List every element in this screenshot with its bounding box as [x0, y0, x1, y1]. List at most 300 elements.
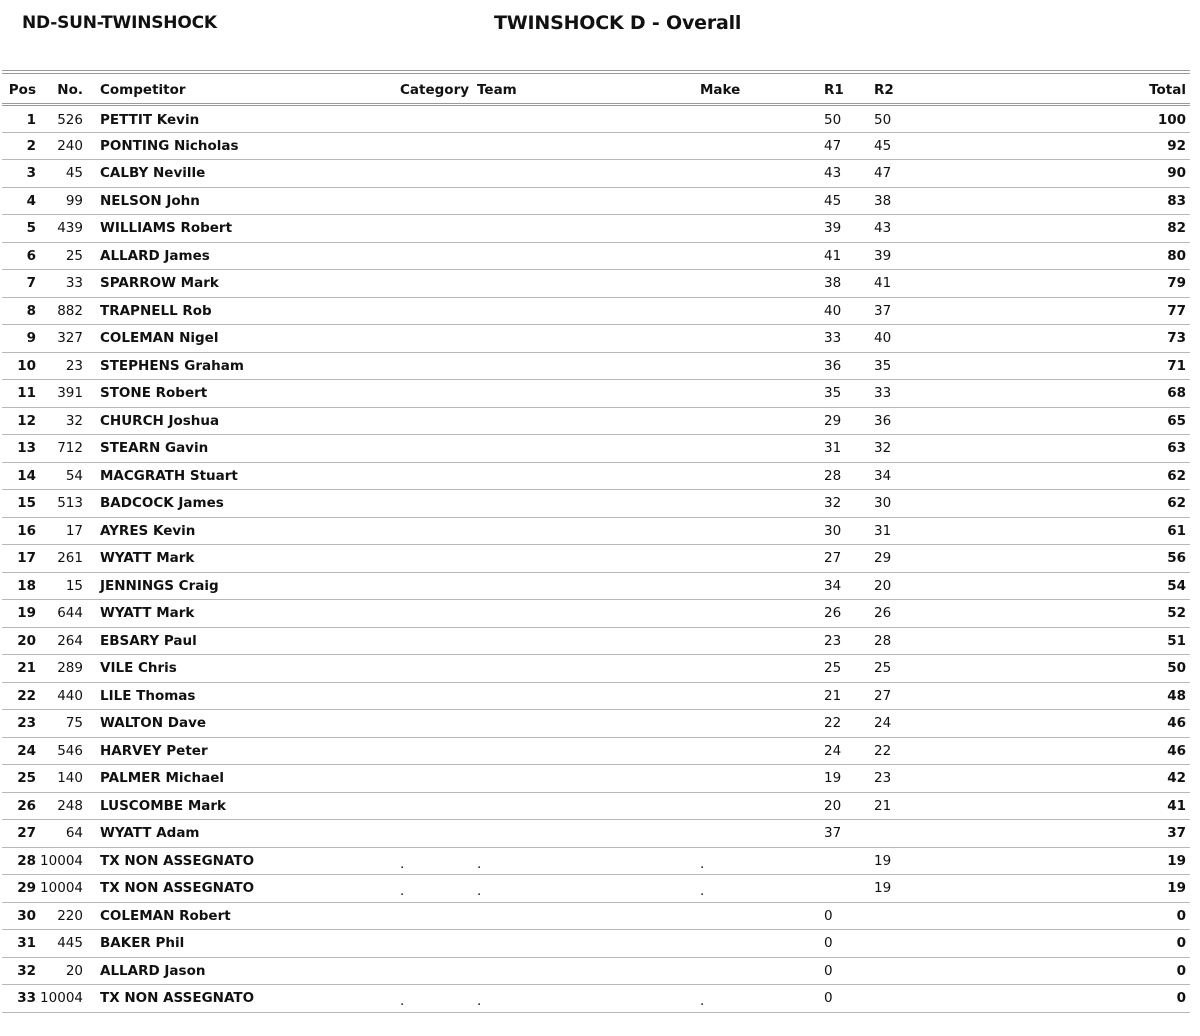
- table-row: [2, 325, 1190, 353]
- cell-number: 140: [57, 770, 83, 787]
- cell-number: 261: [57, 550, 83, 567]
- cell-make: [700, 407, 824, 435]
- cell-team: [477, 930, 700, 958]
- cell-category: [400, 600, 477, 628]
- cell-number: 17: [65, 522, 83, 539]
- cell-make: [700, 902, 824, 930]
- cell-competitor: NELSON John: [100, 192, 200, 209]
- cell-team: [477, 572, 700, 600]
- cell-team: [477, 215, 700, 243]
- cell-competitor: WALTON Dave: [100, 715, 207, 732]
- cell-number: 327: [57, 330, 83, 347]
- cell-number: 264: [57, 632, 83, 649]
- cell-number: 220: [57, 907, 83, 924]
- cell-make: [700, 655, 824, 683]
- cell-number: 513: [57, 495, 83, 512]
- table-row: [2, 737, 1190, 765]
- table-row: [2, 545, 1190, 573]
- cell-r1: 0: [824, 907, 833, 924]
- table-row: [2, 132, 1190, 160]
- cell-team: .: [477, 993, 482, 1010]
- cell-competitor: BAKER Phil: [100, 935, 185, 952]
- cell-r1: 30: [824, 522, 842, 539]
- cell-r1: 36: [824, 357, 842, 374]
- cell-team: [477, 545, 700, 573]
- cell-r2: 45: [874, 137, 892, 154]
- table-row: [2, 820, 1190, 848]
- cell-number: 882: [57, 302, 83, 319]
- cell-r2: 27: [874, 687, 892, 704]
- table-row: [2, 517, 1190, 545]
- cell-category: [400, 352, 477, 380]
- cell-r2: [874, 957, 1084, 985]
- table-row: [2, 352, 1190, 380]
- cell-total: 42: [1167, 770, 1186, 787]
- col-header-total: Total: [1149, 81, 1186, 98]
- header-rule: [2, 70, 1190, 71]
- cell-team: [477, 352, 700, 380]
- cell-pos: 27: [17, 825, 36, 842]
- cell-r1: 0: [824, 962, 833, 979]
- cell-category: [400, 820, 477, 848]
- cell-pos: 6: [26, 247, 36, 264]
- cell-r1: 29: [824, 412, 842, 429]
- cell-make: [700, 160, 824, 188]
- cell-r2: 23: [874, 770, 892, 787]
- cell-competitor: PETTIT Kevin: [100, 112, 200, 129]
- cell-competitor: STEARN Gavin: [100, 440, 209, 457]
- cell-r2: 37: [874, 302, 892, 319]
- cell-total: 46: [1167, 742, 1186, 759]
- table-row: [2, 490, 1190, 518]
- cell-make: [700, 820, 824, 848]
- cell-competitor: WYATT Mark: [100, 605, 195, 622]
- cell-r2: 24: [874, 715, 892, 732]
- cell-number: 45: [65, 165, 83, 182]
- cell-r2: 47: [874, 165, 892, 182]
- cell-make: [700, 737, 824, 765]
- cell-r1: 45: [824, 192, 842, 209]
- cell-total: 0: [1176, 935, 1186, 952]
- col-header-make: Make: [700, 81, 741, 98]
- cell-make: [700, 957, 824, 985]
- cell-team: [477, 407, 700, 435]
- cell-competitor: TX NON ASSEGNATO: [100, 990, 255, 1007]
- cell-category: [400, 160, 477, 188]
- cell-pos: 8: [26, 302, 36, 319]
- cell-r1: 0: [824, 935, 833, 952]
- cell-total: 52: [1167, 605, 1186, 622]
- cell-team: [477, 765, 700, 793]
- cell-r2: 32: [874, 440, 892, 457]
- cell-number: 10004: [40, 852, 83, 869]
- cell-r1: 28: [824, 467, 842, 484]
- cell-number: 526: [57, 112, 83, 129]
- cell-number: 25: [65, 247, 83, 264]
- cell-pos: 19: [17, 605, 36, 622]
- cell-make: [700, 682, 824, 710]
- cell-number: 439: [57, 220, 83, 237]
- cell-category: [400, 765, 477, 793]
- cell-make: [700, 765, 824, 793]
- cell-competitor: STEPHENS Graham: [100, 357, 244, 374]
- cell-r1: 38: [824, 275, 842, 292]
- cell-r2: [874, 820, 1084, 848]
- cell-r1: 26: [824, 605, 842, 622]
- table-row: [2, 902, 1190, 930]
- cell-team: [477, 600, 700, 628]
- cell-competitor: BADCOCK James: [100, 495, 224, 512]
- cell-competitor: TX NON ASSEGNATO: [100, 880, 255, 897]
- cell-category: [400, 270, 477, 298]
- table-row: [2, 215, 1190, 243]
- cell-total: 54: [1167, 577, 1186, 594]
- table-row: [2, 655, 1190, 683]
- cell-category: [400, 242, 477, 270]
- cell-team: [477, 957, 700, 985]
- cell-r1: 19: [824, 770, 842, 787]
- cell-pos: 14: [17, 467, 36, 484]
- cell-r2: 43: [874, 220, 892, 237]
- cell-r2: 39: [874, 247, 892, 264]
- cell-category: [400, 902, 477, 930]
- cell-r1: 33: [824, 330, 842, 347]
- cell-category: [400, 105, 477, 133]
- table-row: [2, 187, 1190, 215]
- cell-category: [400, 380, 477, 408]
- cell-team: [477, 792, 700, 820]
- cell-total: 62: [1167, 467, 1186, 484]
- cell-total: 48: [1167, 687, 1186, 704]
- cell-team: [477, 380, 700, 408]
- cell-team: [477, 270, 700, 298]
- cell-r1: 20: [824, 797, 842, 814]
- cell-r2: 20: [874, 577, 892, 594]
- cell-team: [477, 187, 700, 215]
- cell-r2: [874, 985, 1084, 1013]
- cell-team: [477, 435, 700, 463]
- cell-r2: 34: [874, 467, 892, 484]
- cell-number: 33: [65, 275, 83, 292]
- col-header-category: Category: [400, 81, 470, 98]
- cell-number: 23: [65, 357, 83, 374]
- cell-number: 445: [57, 935, 83, 952]
- cell-pos: 5: [26, 220, 36, 237]
- cell-total: 63: [1167, 440, 1186, 457]
- cell-r2: 22: [874, 742, 892, 759]
- cell-make: [700, 187, 824, 215]
- cell-team: [477, 490, 700, 518]
- cell-pos: 11: [17, 385, 36, 402]
- cell-pos: 13: [17, 440, 36, 457]
- cell-total: 73: [1167, 330, 1186, 347]
- cell-team: [477, 517, 700, 545]
- cell-make: .: [700, 855, 705, 872]
- col-header-competitor: Competitor: [100, 81, 186, 98]
- cell-r2: 28: [874, 632, 892, 649]
- cell-r1: 40: [824, 302, 842, 319]
- col-header-r1: R1: [824, 81, 844, 98]
- cell-category: [400, 435, 477, 463]
- cell-number: 248: [57, 797, 83, 814]
- cell-pos: 29: [17, 880, 36, 897]
- cell-team: .: [477, 883, 482, 900]
- cell-r1: 41: [824, 247, 842, 264]
- cell-team: [477, 655, 700, 683]
- cell-pos: 31: [17, 935, 36, 952]
- cell-pos: 4: [26, 192, 36, 209]
- cell-number: 10004: [40, 990, 83, 1007]
- cell-total: 51: [1167, 632, 1186, 649]
- cell-pos: 32: [17, 962, 36, 979]
- cell-pos: 23: [17, 715, 36, 732]
- cell-competitor: HARVEY Peter: [100, 742, 208, 759]
- cell-pos: 15: [17, 495, 36, 512]
- table-row: [2, 930, 1190, 958]
- cell-number: 10004: [40, 880, 83, 897]
- cell-team: [477, 160, 700, 188]
- cell-make: [700, 490, 824, 518]
- cell-total: 83: [1167, 192, 1186, 209]
- cell-make: [700, 435, 824, 463]
- table-row: [2, 957, 1190, 985]
- table-row: [2, 765, 1190, 793]
- cell-make: [700, 380, 824, 408]
- cell-number: 391: [57, 385, 83, 402]
- cell-team: [477, 710, 700, 738]
- results-body: [2, 105, 1190, 1013]
- cell-category: [400, 490, 477, 518]
- cell-r2: 36: [874, 412, 892, 429]
- cell-r2: 41: [874, 275, 892, 292]
- table-row: [2, 600, 1190, 628]
- cell-number: 20: [65, 962, 83, 979]
- cell-competitor: COLEMAN Nigel: [100, 330, 219, 347]
- cell-total: 90: [1167, 165, 1186, 182]
- cell-category: [400, 187, 477, 215]
- cell-pos: 25: [17, 770, 36, 787]
- table-row: [2, 242, 1190, 270]
- cell-pos: 3: [26, 165, 36, 182]
- table-header-row: [2, 76, 1190, 105]
- cell-team: .: [477, 855, 482, 872]
- cell-r1: 37: [824, 825, 842, 842]
- cell-competitor: PALMER Michael: [100, 770, 225, 787]
- cell-team: [477, 132, 700, 160]
- cell-make: [700, 242, 824, 270]
- table-row: [2, 160, 1190, 188]
- cell-r1: 39: [824, 220, 842, 237]
- cell-category: [400, 462, 477, 490]
- table-row: [2, 682, 1190, 710]
- cell-pos: 33: [17, 990, 36, 1007]
- cell-r1: 32: [824, 495, 842, 512]
- cell-team: [477, 682, 700, 710]
- cell-pos: 7: [26, 275, 36, 292]
- cell-total: 37: [1167, 825, 1186, 842]
- cell-category: [400, 627, 477, 655]
- cell-r2: 50: [874, 112, 892, 129]
- cell-pos: 22: [17, 687, 36, 704]
- cell-category: [400, 215, 477, 243]
- table-row: [2, 380, 1190, 408]
- cell-number: 289: [57, 660, 83, 677]
- cell-r1: 31: [824, 440, 842, 457]
- cell-competitor: TRAPNELL Rob: [100, 302, 212, 319]
- cell-total: 61: [1167, 522, 1186, 539]
- table-row: [2, 572, 1190, 600]
- cell-number: 64: [65, 825, 83, 842]
- event-title: ND-SUN-TWINSHOCK: [22, 13, 217, 33]
- cell-make: [700, 710, 824, 738]
- cell-pos: 10: [17, 357, 36, 374]
- cell-competitor: PONTING Nicholas: [100, 137, 239, 154]
- cell-category: [400, 682, 477, 710]
- cell-r2: [874, 902, 1084, 930]
- cell-competitor: AYRES Kevin: [100, 522, 196, 539]
- cell-make: .: [700, 883, 705, 900]
- table-row: [2, 985, 1190, 1013]
- cell-competitor: TX NON ASSEGNATO: [100, 852, 255, 869]
- cell-team: [477, 325, 700, 353]
- cell-number: 32: [65, 412, 83, 429]
- cell-make: [700, 572, 824, 600]
- cell-r1: 35: [824, 385, 842, 402]
- cell-category: [400, 957, 477, 985]
- cell-competitor: WYATT Mark: [100, 550, 195, 567]
- cell-number: 240: [57, 137, 83, 154]
- cell-make: [700, 215, 824, 243]
- cell-make: [700, 352, 824, 380]
- cell-r2: 25: [874, 660, 892, 677]
- cell-pos: 12: [17, 412, 36, 429]
- cell-number: 440: [57, 687, 83, 704]
- cell-r1: 23: [824, 632, 842, 649]
- cell-make: [700, 325, 824, 353]
- cell-total: 82: [1167, 220, 1186, 237]
- table-row: [2, 297, 1190, 325]
- cell-r1: 25: [824, 660, 842, 677]
- cell-competitor: CHURCH Joshua: [100, 412, 220, 429]
- cell-competitor: JENNINGS Craig: [100, 577, 219, 594]
- cell-total: 80: [1167, 247, 1186, 264]
- cell-total: 71: [1167, 357, 1186, 374]
- cell-total: 65: [1167, 412, 1186, 429]
- cell-r2: 33: [874, 385, 892, 402]
- cell-number: 99: [65, 192, 83, 209]
- table-row: [2, 627, 1190, 655]
- cell-competitor: ALLARD Jason: [100, 962, 206, 979]
- cell-total: 56: [1167, 550, 1186, 567]
- cell-total: 62: [1167, 495, 1186, 512]
- cell-competitor: CALBY Neville: [100, 165, 206, 182]
- table-row: [2, 270, 1190, 298]
- cell-number: 546: [57, 742, 83, 759]
- cell-r1: 43: [824, 165, 842, 182]
- cell-r1: 47: [824, 137, 842, 154]
- cell-team: [477, 462, 700, 490]
- cell-number: 712: [57, 440, 83, 457]
- cell-total: 41: [1167, 797, 1186, 814]
- cell-r1: 50: [824, 112, 842, 129]
- cell-category: [400, 517, 477, 545]
- cell-r2: 38: [874, 192, 892, 209]
- cell-make: [700, 462, 824, 490]
- cell-category: [400, 407, 477, 435]
- cell-total: 77: [1167, 302, 1186, 319]
- cell-category: [400, 325, 477, 353]
- table-row: [2, 847, 1190, 875]
- cell-competitor: LUSCOMBE Mark: [100, 797, 227, 814]
- cell-competitor: WILLIAMS Robert: [100, 220, 233, 237]
- cell-r2: 40: [874, 330, 892, 347]
- cell-r2: 19: [874, 880, 892, 897]
- table-row: [2, 710, 1190, 738]
- cell-category: [400, 930, 477, 958]
- cell-team: [477, 297, 700, 325]
- cell-team: [477, 820, 700, 848]
- cell-total: 0: [1176, 990, 1186, 1007]
- cell-total: 68: [1167, 385, 1186, 402]
- cell-competitor: SPARROW Mark: [100, 275, 219, 292]
- cell-total: 46: [1167, 715, 1186, 732]
- cell-make: [700, 930, 824, 958]
- cell-team: [477, 737, 700, 765]
- cell-category: [400, 710, 477, 738]
- cell-total: 0: [1176, 962, 1186, 979]
- cell-r1: 0: [824, 990, 833, 1007]
- cell-total: 19: [1167, 852, 1186, 869]
- cell-make: [700, 297, 824, 325]
- results-table: [2, 76, 1190, 1013]
- cell-pos: 26: [17, 797, 36, 814]
- cell-pos: 17: [17, 550, 36, 567]
- cell-r1: 27: [824, 550, 842, 567]
- cell-r2: 35: [874, 357, 892, 374]
- cell-make: [700, 545, 824, 573]
- col-header-pos: Pos: [8, 81, 36, 98]
- col-header-r2: R2: [874, 81, 894, 98]
- cell-competitor: WYATT Adam: [100, 825, 200, 842]
- table-row: [2, 435, 1190, 463]
- cell-team: [477, 105, 700, 133]
- cell-make: [700, 627, 824, 655]
- cell-pos: 30: [17, 907, 36, 924]
- cell-r2: 19: [874, 852, 892, 869]
- cell-make: .: [700, 993, 705, 1010]
- cell-r2: 31: [874, 522, 892, 539]
- cell-total: 92: [1167, 137, 1186, 154]
- cell-number: 54: [65, 467, 83, 484]
- cell-category: [400, 792, 477, 820]
- table-row: [2, 875, 1190, 903]
- cell-make: [700, 517, 824, 545]
- cell-r1: 34: [824, 577, 842, 594]
- table-row: [2, 105, 1190, 133]
- cell-r1: 22: [824, 715, 842, 732]
- cell-pos: 9: [26, 330, 36, 347]
- cell-competitor: STONE Robert: [100, 385, 208, 402]
- cell-pos: 21: [17, 660, 36, 677]
- cell-make: [700, 132, 824, 160]
- cell-category: [400, 737, 477, 765]
- cell-r1: [824, 847, 874, 875]
- cell-pos: 2: [26, 137, 36, 154]
- cell-competitor: LILE Thomas: [100, 687, 196, 704]
- cell-r1: 24: [824, 742, 842, 759]
- cell-total: 19: [1167, 880, 1186, 897]
- cell-r1: [824, 875, 874, 903]
